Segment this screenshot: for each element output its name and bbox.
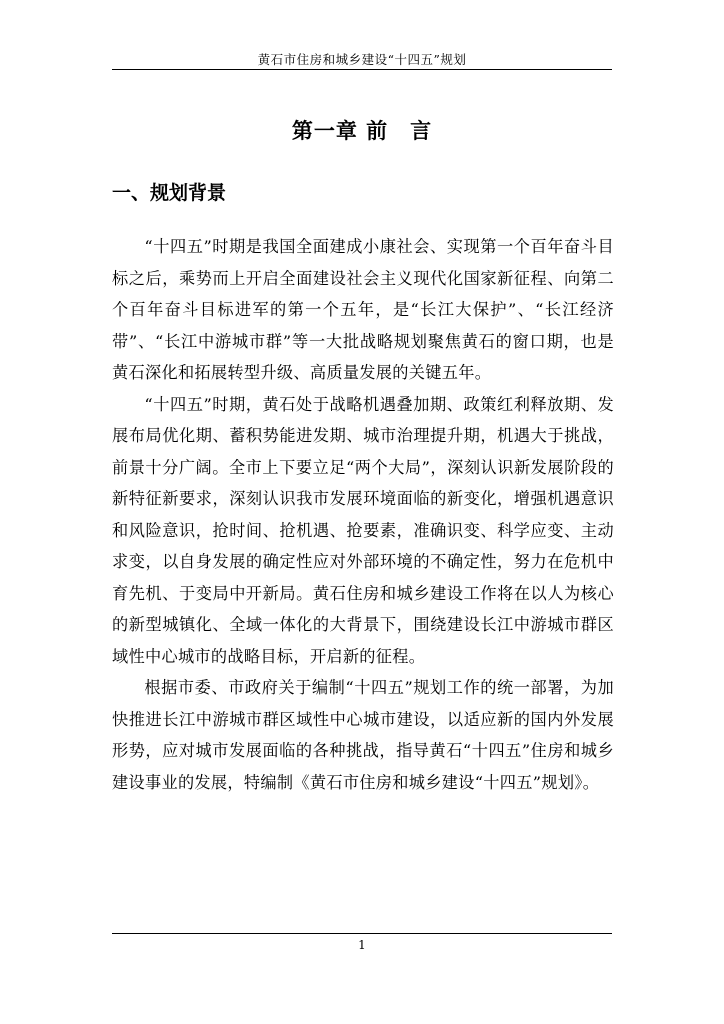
body-text [112,231,614,798]
paragraph-1: “十四五”时期是我国全面建成小康社会、实现第一个百年奋斗目标之后，乘势而上开启全面建设社会主义现代化国家新征程、向第二个百年奋斗目标进军的第一个五年，是“长江大保护”、“长江经济带”、“长江中游城市群”等一大批战略规划聚焦黄石的窗口期，也是黄石深化和拓展转型升级、高质量发展的关键五年。 [112,237,614,382]
page-number: 1 [358,938,366,952]
header-divider [112,69,612,70]
running-header: 黄石市住房和城乡建设“十四五”规划 [257,52,467,67]
footer-divider [112,933,612,934]
chapter-title: 第一章 前 言 [291,119,433,143]
paragraph-3: 根据市委、市政府关于编制“十四五”规划工作的统一部署，为加快推进长江中游城市群区域性中心城市建设，以适应新的国内外发展形势，应对城市发展面临的各种挑战，指导黄石“十四五”住房和城乡建设事业的发展，特编制《黄石市住房和城乡建设“十四五”规划》。 [112,678,614,792]
paragraph-2: “十四五”时期，黄石处于战略机遇叠加期、政策红利释放期、发展布局优化期、蓄积势能进发期、城市治理提升期，机遇大于挑战，前景十分广阔。全市上下要立足“两个大局”，深刻认识新发展阶段的新特征新要求，深刻认识我市发展环境面临的新变化，增强机遇意识和风险意识，抢时间、抢机遇、抢要素，准确识变、科学应变、主动求变，以自身发展的确定性应对外部环境的不确定性，努力在危机中育先机、于变局中开新局。黄石住房和城乡建设工作将在以人为核心的新型城镇化、全域一体化的大背景下，围绕建设长江中游城市群区域性中心城市的战略目标，开启新的征程。 [112,394,614,666]
section-heading: 一、规划背景 [112,182,227,204]
